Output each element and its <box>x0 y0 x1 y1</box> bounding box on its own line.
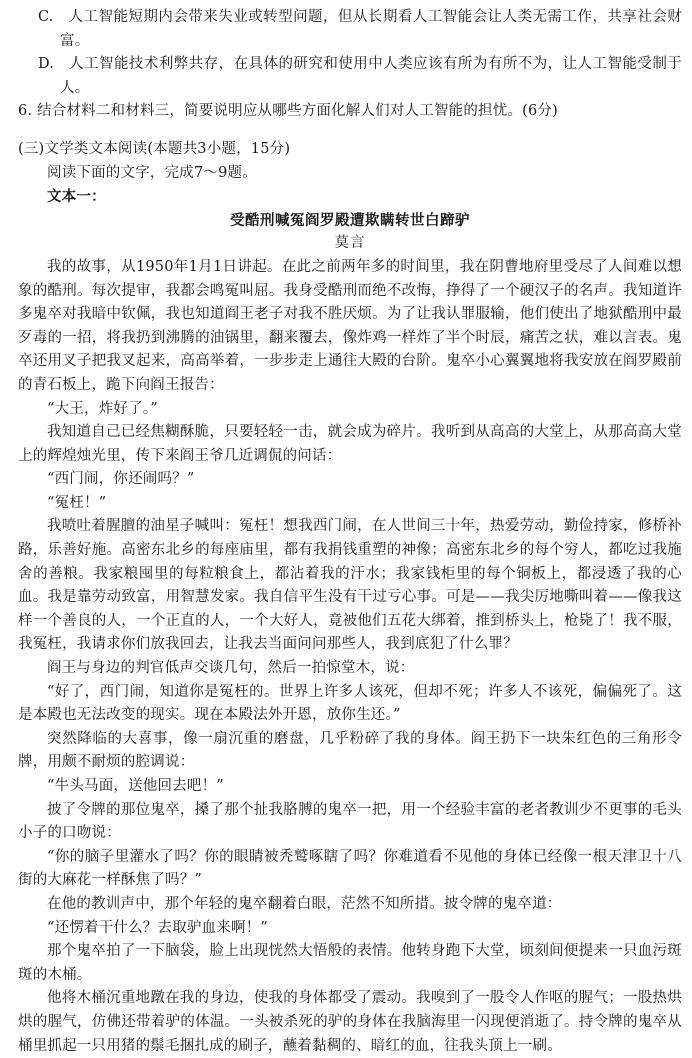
option-c-label: C. <box>38 9 54 25</box>
exam-page <box>18 6 682 1058</box>
article-paragraph: 那个鬼卒拍了一下脑袋，脸上出现恍然大悟般的表情。他转身跑下大堂，顷刻间便提来一只血污斑斑的木桶。 <box>18 943 682 983</box>
article-title: 受酷刑喊冤阎罗殿遭欺瞒转世白蹄驴 <box>230 211 470 229</box>
article-paragraph: 突然降临的大喜事，像一扇沉重的磨盘，几乎粉碎了我的身体。阎王扔下一块朱红色的三角形令牌，用颇不耐烦的腔调说： <box>18 730 682 771</box>
article-paragraph: 我的故事，从1950年1月1日讲起。在此之前两年多的时间里，我在阴曹地府里受尽了人间难以想象的酷刑。每次提审，我都会鸣冤叫屈。我身受酷刑而绝不改悔，挣得了一个硬汉子的名声。我知道许多鬼卒对我暗中钦佩，我也知道阎王老子对我不胜厌烦。为了让我认罪服输，他们使出了地狱酷刑中最歹毒的一招，将我扔到沸腾的油锅里，翻来覆去，像炸鸡一样炸了半个时辰，痛苦之状，难以言表。鬼卒还用叉子把我叉起来，高高举着，一步步走上通往大殿的台阶。鬼卒小心翼翼地将我安放在阎罗殿前的青石板上，跪下向阎王报告： <box>18 258 682 393</box>
question-6: 6. 结合材料二和材料三，简要说明应从哪些方面化解人们对人工智能的担忧。(6分) <box>18 103 558 120</box>
article-paragraph: “牛头马面，送他回去吧！” <box>47 778 224 794</box>
article-paragraph: “还愣着干什么？去取驴血来啊！” <box>47 919 269 936</box>
article-paragraph: 披了令牌的那位鬼卒，搡了那个扯我胳膊的鬼卒一把，用一个经验丰富的老者教训少不更事的毛头小子的口吻说： <box>18 801 682 842</box>
article-paragraph: “大王，炸好了。” <box>47 400 158 417</box>
article-paragraph: 我知道自己已经焦糊酥脆，只要轻轻一击，就会成为碎片。我听到从高高的大堂上，从那高高大堂上的辉煌烛光里，传下来阎王爷几近调侃的问话： <box>18 424 682 464</box>
article-paragraph: 阎王与身边的判官低声交谈几句，然后一拍惊堂木，说： <box>47 660 415 677</box>
option-d-text: 人工智能技术利弊共存，在具体的研究和使用中人类应该有所为有所不为，让人工智能受制于人。 <box>60 56 682 96</box>
article-paragraph: “西门闹，你还闹吗？” <box>47 471 195 488</box>
article-author: 莫言 <box>334 235 366 252</box>
option-c <box>18 6 682 53</box>
article-paragraph: “好了，西门闹，知道你是冤枉的。世界上许多人该死，但却不死；许多人不该死，偏偏死了。这是本殿也无法改变的现实。现在本殿法外开恩，放你生还。” <box>18 683 682 724</box>
section-instruction: 阅读下面的文字，完成7～9题。 <box>47 164 257 181</box>
section-heading: (三)文学类文本阅读(本题共3小题，15分) <box>18 140 291 157</box>
text-label: 文本一： <box>47 188 106 206</box>
article-paragraph: 他将木桶沉重地蹾在我的身边，使我的身体都受了震动。我嗅到了一股令人作呕的腥气；一股热烘烘的腥气，仿佛还带着驴的体温。一头被杀死的驴的身体在我脑海里一闪现便消逝了。持令牌的鬼卒从桶里抓起一只用猪的鬃毛捆扎成的刷子，蘸着黏稠的、暗红的血，往我头顶上一刷。 <box>18 990 682 1054</box>
article-paragraph: 在他的教训声中，那个年轻的鬼卒翻着白眼，茫然不知所措。披令牌的鬼卒道： <box>47 895 562 912</box>
article-paragraph: “你的脑子里灌水了吗？你的眼睛被秃鹫啄瞎了吗？你难道看不见他的身体已经像一根天津卫十八街的大麻花一样酥焦了吗？” <box>18 848 682 889</box>
option-d <box>18 53 682 100</box>
article-paragraph: 我喷吐着腥膻的油星子喊叫：冤枉！想我西门闹，在人世间三十年，热爱劳动，勤俭持家，修桥补路，乐善好施。高密东北乡的每座庙里，都有我捐钱重塑的神像；高密东北乡的每个穷人，都吃过我施舍的善粮。我家粮囤里的每粒粮食上，都沾着我的汗水；我家钱柜里的每个铜板上，都浸透了我的心血。我是靠劳动致富，用智慧发家。我自信平生没有干过亏心事。可是——我尖厉地嘶叫着——像我这样一个善良的人，一个正直的人，一个大好人，竟被他们五花大绑着，推到桥头上，枪毙了！我不服，我冤枉，我请求你们放我回去，让我去当面问问那些人，我到底犯了什么罪？ <box>18 518 682 653</box>
article-paragraph: “冤枉！” <box>47 494 107 511</box>
option-c-text: 人工智能短期内会带来失业或转型问题，但从长期看人工智能会让人类无需工作，共享社会财富。 <box>60 9 682 49</box>
option-d-label: D. <box>38 56 55 73</box>
